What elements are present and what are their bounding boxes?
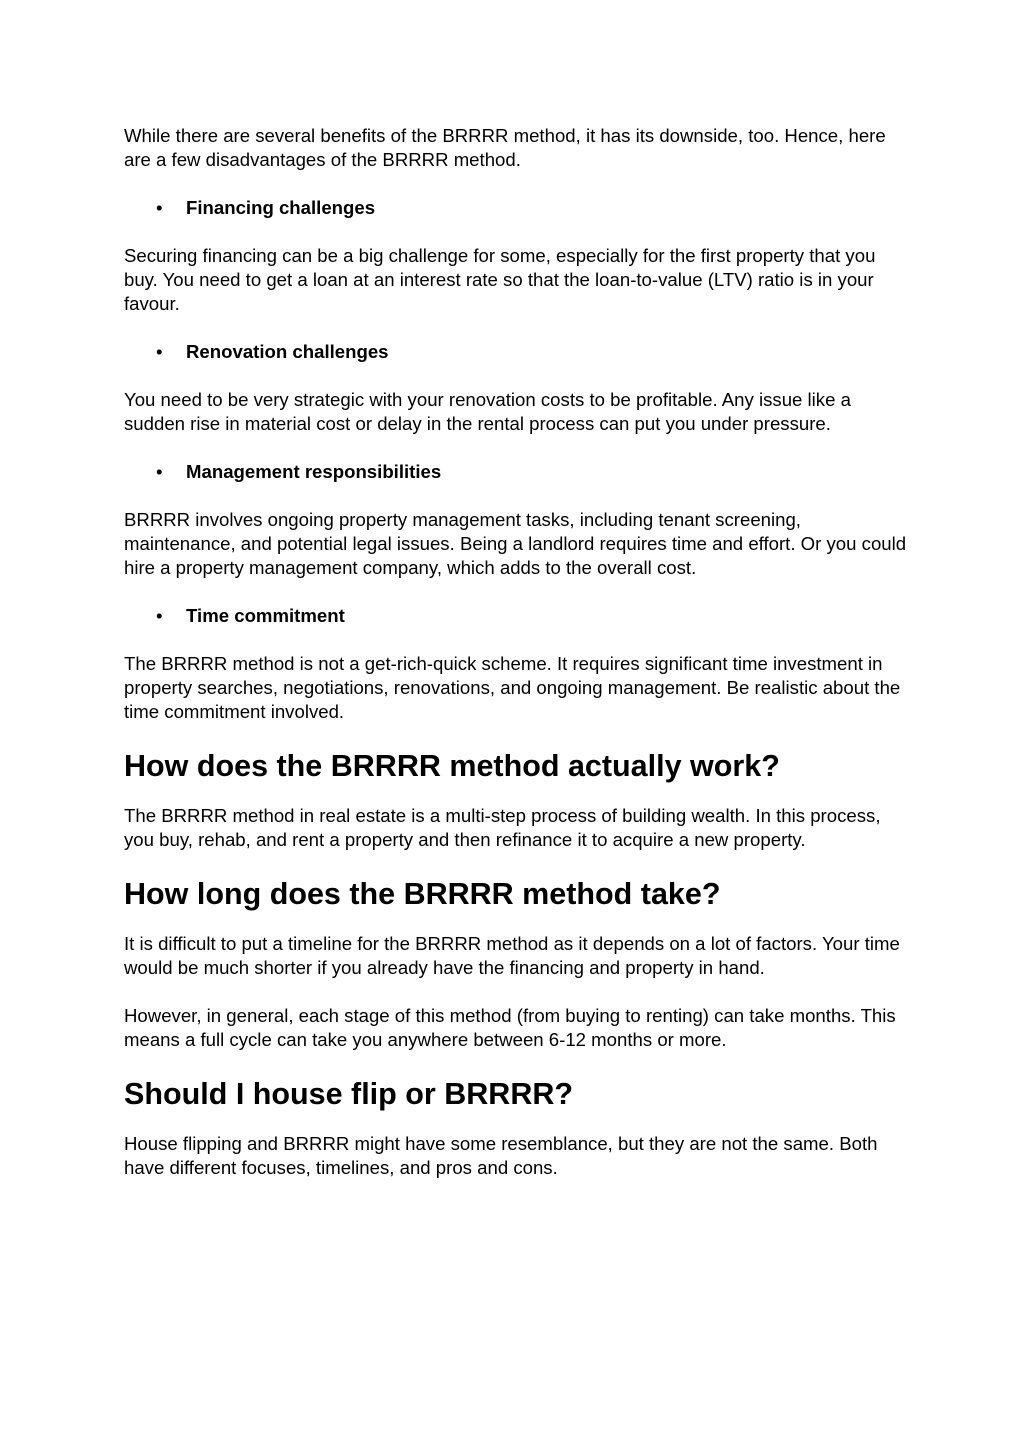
section-paragraph: It is difficult to put a timeline for the BRRRR method as it depends on a lot of factors. Your time would be much shorter if you already have the financing and property in hand.	[124, 933, 900, 978]
disadvantage-paragraph-financing: Securing financing can be a big challenge for some, especially for the first property that you buy. You need to get a loan at an interest rate so that the loan-to-value (LTV) ratio is in your favour.	[124, 245, 876, 314]
section-paragraph: The BRRRR method in real estate is a multi-step process of building wealth. In this process, you buy, rehab, and rent a property and then refinance it to acquire a new property.	[124, 805, 881, 850]
section-paragraph: House flipping and BRRRR might have some resemblance, but they are not the same. Both have different focuses, timelines, and pros and cons.	[124, 1133, 878, 1178]
disadvantage-bullet-renovation	[124, 340, 914, 364]
disadvantage-bullet-financing	[124, 196, 914, 220]
bullet-icon: •	[156, 461, 163, 482]
disadvantage-paragraph-management: BRRRR involves ongoing property management tasks, including tenant screening, maintenance, and potential legal issues. Being a landlord requires time and effort. Or you could hire a property management company, which adds to the overall cost.	[124, 509, 907, 578]
section-heading-how-long: How long does the BRRRR method take?	[124, 877, 721, 911]
bullet-icon: •	[156, 197, 163, 218]
bullet-heading: Time commitment	[186, 605, 345, 626]
disadvantage-paragraph-renovation: You need to be very strategic with your renovation costs to be profitable. Any issue like a sudden rise in material cost or delay in the rental process can put you under pressure.	[124, 389, 851, 434]
disadvantage-bullet-management	[124, 460, 914, 484]
section-heading-how-it-works: How does the BRRRR method actually work?	[124, 749, 780, 783]
disadvantage-paragraph-time: The BRRRR method is not a get-rich-quick scheme. It requires significant time investment in property searches, negotiations, renovations, and ongoing management. Be realistic about the time commitment involved.	[124, 653, 901, 722]
bullet-icon: •	[156, 341, 163, 362]
disadvantage-bullet-time	[124, 604, 914, 628]
bullet-icon: •	[156, 605, 163, 626]
bullet-heading: Financing challenges	[186, 197, 376, 218]
section-paragraph: However, in general, each stage of this method (from buying to renting) can take months. This means a full cycle can take you anywhere between 6-12 months or more.	[124, 1005, 896, 1050]
document-page	[124, 124, 914, 1204]
section-heading-flip-or-brrrr: Should I house flip or BRRRR?	[124, 1077, 573, 1111]
bullet-heading: Renovation challenges	[186, 341, 389, 362]
intro-paragraph: While there are several benefits of the BRRRR method, it has its downside, too. Hence, here are a few disadvantages of the BRRRR method.	[124, 125, 886, 170]
bullet-heading: Management responsibilities	[186, 461, 442, 482]
